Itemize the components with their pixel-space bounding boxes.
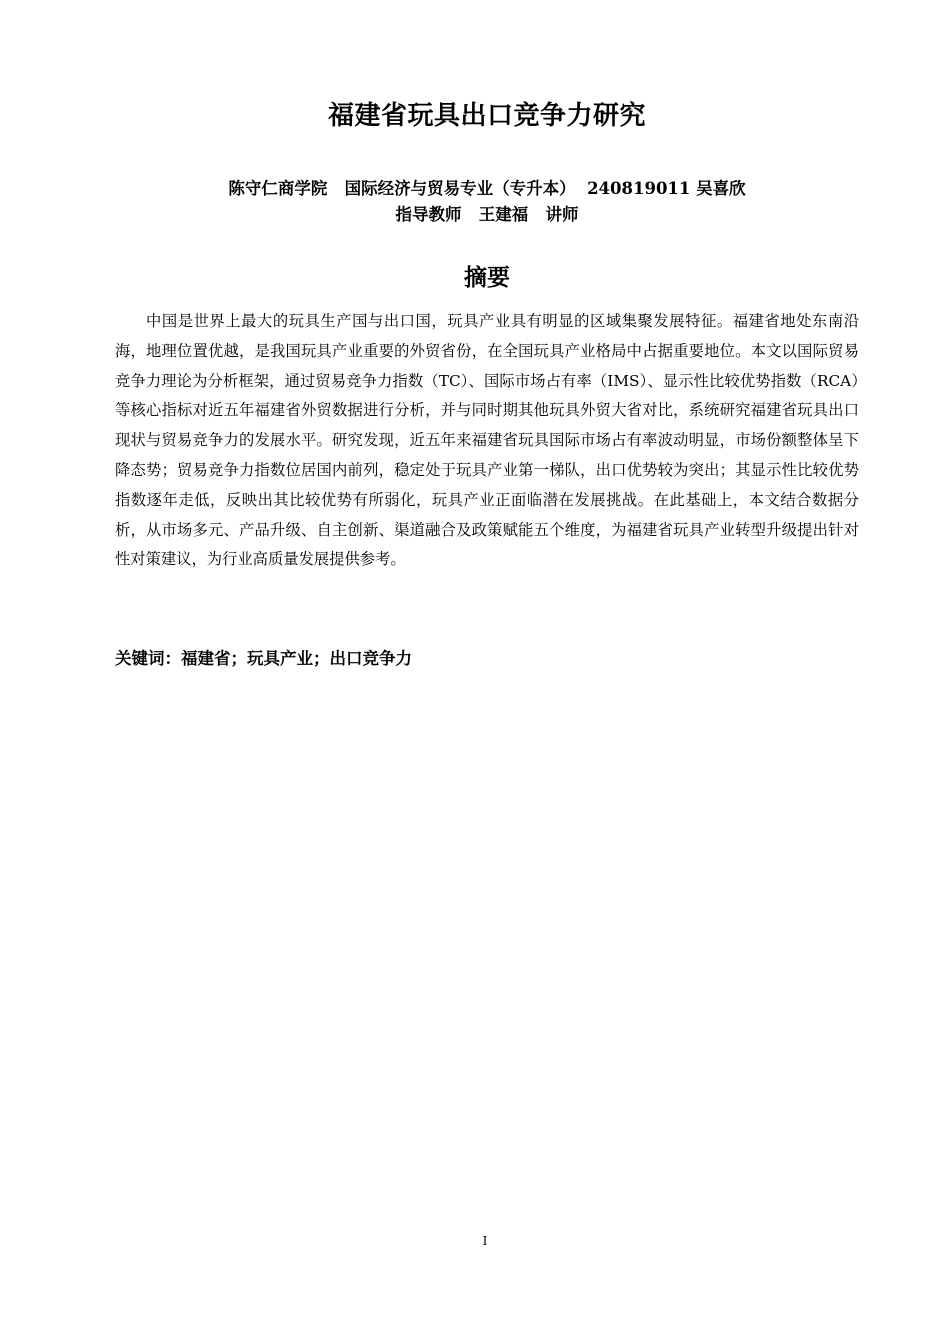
paper-title: 福建省玩具出口竞争力研究 — [327, 101, 646, 131]
abstract-heading: 摘要 — [464, 265, 510, 291]
page-number: I — [482, 1234, 488, 1248]
author-info: 陈守仁商学院 国际经济与贸易专业（专升本） 240819011 吴喜欣 — [228, 179, 746, 198]
keywords-line: 关键词：福建省；玩具产业；出口竞争力 — [115, 649, 412, 668]
abstract-paragraph: 中国是世界上最大的玩具生产国与出口国，玩具产业具有明显的区域集聚发展特征。福建省地处东南沿海，地理位置优越，是我国玩具产业重要的外贸省份，在全国玩具产业格局中占据重要地位。本文以国际贸易竞争力理论为分析框架，通过贸易竞争力指数（TC）、国际市场占有率（IMS）、显示性比较优势指数（RCA）等核心指标对近五年福建省外贸数据进行分析，并与同时期其他玩具外贸大省对比，系统研究福建省玩具出口现状与贸易竞争力的发展水平。研究发现，近五年来福建省玩具国际市场占有率波动明显，市场份额整体呈下降态势；贸易竞争力指数位居国内前列，稳定处于玩具产业第一梯队，出口优势较为突出；其显示性比较优势指数逐年走低，反映出其比较优势有所弱化，玩具产业正面临潜在发展挑战。在此基础上，本文结合数据分析，从市场多元、产品升级、自主创新、渠道融合及政策赋能五个维度，为福建省玩具产业转型升级提出针对性对策建议，为行业高质量发展提供参考。 — [115, 312, 859, 569]
advisor-info: 指导教师 王建福 讲师 — [395, 205, 579, 224]
